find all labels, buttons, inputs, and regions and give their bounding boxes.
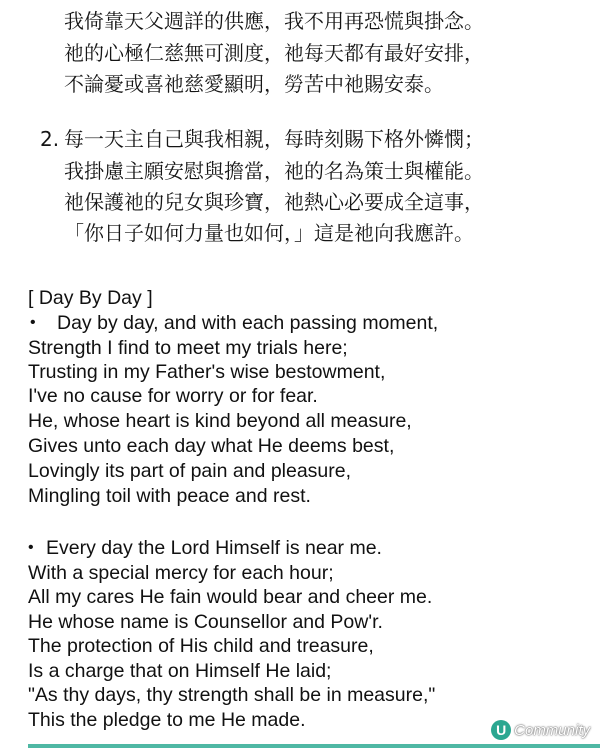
english-line: This the pledge to me He made. xyxy=(28,709,306,731)
english-line: Trusting in my Father's wise bestowment, xyxy=(28,361,386,383)
bullet-icon: • xyxy=(28,539,34,556)
watermark-text: Community xyxy=(514,721,590,739)
english-line: The protection of His child and treasure, xyxy=(28,635,374,657)
english-line: Strength I find to meet my trials here; xyxy=(28,337,348,359)
bullet-icon: • xyxy=(30,314,36,331)
chinese-line: 不論憂或喜祂慈愛顯明，勞苦中祂賜安泰。 xyxy=(64,72,444,96)
chinese-line: 我倚靠天父週詳的供應，我不用再恐慌與掛念。 xyxy=(64,9,484,33)
community-watermark xyxy=(491,720,590,740)
chinese-line: 我掛慮主願安慰與擔當，祂的名為策士與權能。 xyxy=(64,159,484,183)
stanza-number: 2. xyxy=(40,127,60,151)
english-line: All my cares He fain would bear and cheer me. xyxy=(28,586,433,608)
english-line: Is a charge that on Himself He laid; xyxy=(28,660,332,682)
chinese-line: 祂保護祂的兒女與珍寶，祂熱心必要成全這事， xyxy=(64,190,484,214)
chinese-line: 每一天主自己與我相親，每時刻賜下格外憐憫； xyxy=(64,127,484,151)
english-heading: [ Day By Day ] xyxy=(28,287,153,309)
english-line: He whose name is Counsellor and Pow'r. xyxy=(28,611,383,633)
english-line: With a special mercy for each hour; xyxy=(28,562,334,584)
english-line: Lovingly its part of pain and pleasure, xyxy=(28,460,352,482)
chinese-line: 「你日子如何力量也如何，」這是祂向我應許。 xyxy=(64,221,474,245)
english-line: Every day the Lord Himself is near me. xyxy=(46,537,382,559)
u-logo-icon: U xyxy=(491,720,511,740)
english-line: "As thy days, thy strength shall be in measure," xyxy=(28,684,436,706)
english-line: I've no cause for worry or for fear. xyxy=(28,385,318,407)
chinese-line: 祂的心極仁慈無可測度，祂每天都有最好安排， xyxy=(64,41,484,65)
english-line: Day by day, and with each passing moment, xyxy=(57,312,439,334)
english-line: Mingling toil with peace and rest. xyxy=(28,485,311,507)
english-line: He, whose heart is kind beyond all measure, xyxy=(28,410,412,432)
bottom-divider xyxy=(28,744,600,748)
english-line: Gives unto each day what He deems best, xyxy=(28,435,395,457)
